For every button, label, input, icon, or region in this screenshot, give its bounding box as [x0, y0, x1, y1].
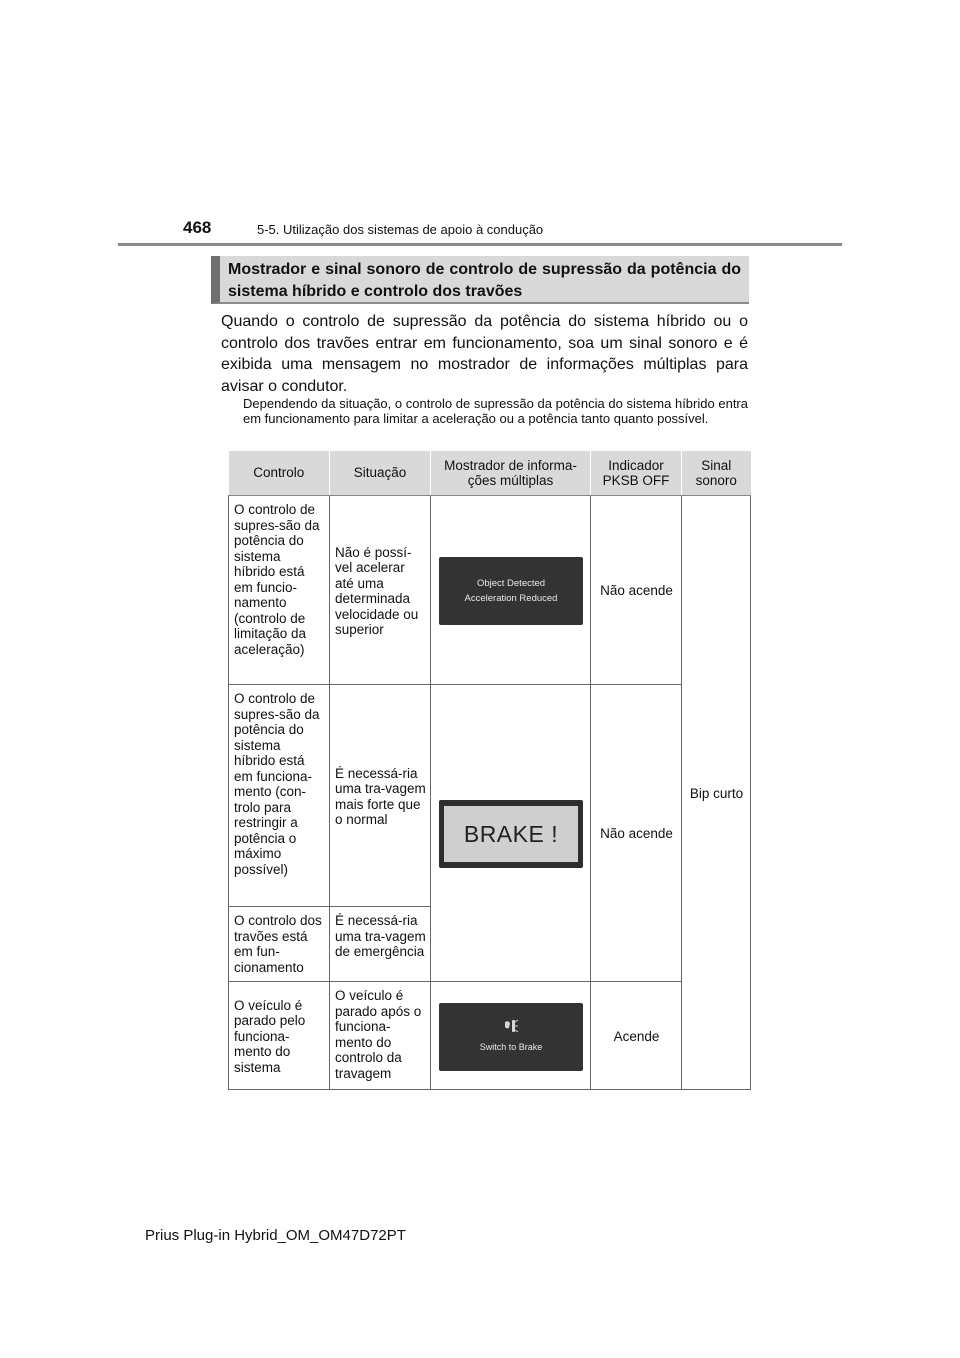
page-number: 468	[183, 218, 212, 237]
cell-control: O controlo dos travões está em fun-cionamento	[229, 907, 330, 982]
cell-situation: É necessá-ria uma tra-vagem de emergência	[330, 907, 431, 982]
display-switch-to-brake	[439, 1003, 583, 1071]
table-header-row	[229, 451, 751, 496]
screen-text: Switch to Brake	[479, 1042, 543, 1052]
cell-indicator: Acende	[591, 982, 682, 1090]
cell-control: O controlo de supres-são da potência do sistema híbrido está em funciona-mento (con-trolo para restringir a potência o máximo possível)	[229, 685, 330, 907]
cell-indicator: Não acende	[591, 685, 682, 982]
header-display: Mostrador de informa-ções múltiplas	[431, 451, 591, 496]
intro-paragraph: Quando o controlo de supressão da potência do sistema híbrido ou o controlo dos travões entrar em funcionamento, soa um sinal sonoro e é exibida uma mensagem no mostrador de informações múltiplas para avisar o condutor.	[221, 313, 748, 395]
brake-warning-text: BRAKE !	[444, 806, 578, 862]
footer-text: Prius Plug-in Hybrid_OM_OM47D72PT	[145, 1227, 406, 1244]
display-object-detected	[439, 557, 583, 625]
header-divider	[118, 243, 842, 246]
control-table	[228, 451, 751, 1090]
table-row	[229, 982, 751, 1090]
table-row	[229, 685, 751, 907]
screen-line-2: Acceleration Reduced	[464, 593, 558, 604]
display-brake-warning	[439, 800, 583, 868]
cell-display	[431, 982, 591, 1090]
header-situation: Situação	[330, 451, 431, 496]
note-paragraph: Dependendo da situação, o controlo de supressão da potência do sistema híbrido entra em funcionamento para limitar a aceleração ou a potência tanto quanto possível.	[243, 396, 748, 426]
cell-display	[431, 685, 591, 982]
table-row	[229, 496, 751, 685]
cell-situation: O veículo é parado após o funciona-mento do controlo da travagem	[330, 982, 431, 1090]
cell-display	[431, 496, 591, 685]
section-heading: Mostrador e sinal sonoro de controlo de supressão da potência do sistema híbrido e controlo dos travões	[211, 256, 749, 304]
screen-line-1: Object Detected	[476, 578, 546, 589]
header-sound: Sinal sonoro	[682, 451, 751, 496]
cell-control: O controlo de supres-são da potência do sistema híbrido está em funcio-namento (controlo de limitação da aceleração)	[229, 496, 330, 685]
foot-on-pedal-icon	[503, 1018, 519, 1034]
cell-indicator: Não acende	[591, 496, 682, 685]
header-control: Controlo	[229, 451, 330, 496]
section-header: 5-5. Utilização dos sistemas de apoio à condução	[257, 222, 544, 237]
cell-situation: É necessá-ria uma tra-vagem mais forte que o normal	[330, 685, 431, 907]
header-indicator: Indicador PKSB OFF	[591, 451, 682, 496]
cell-sound: Bip curto	[682, 496, 751, 1090]
cell-control: O veículo é parado pelo funciona-mento do sistema	[229, 982, 330, 1090]
cell-situation: Não é possí-vel acelerar até uma determinada velocidade ou superior	[330, 496, 431, 685]
